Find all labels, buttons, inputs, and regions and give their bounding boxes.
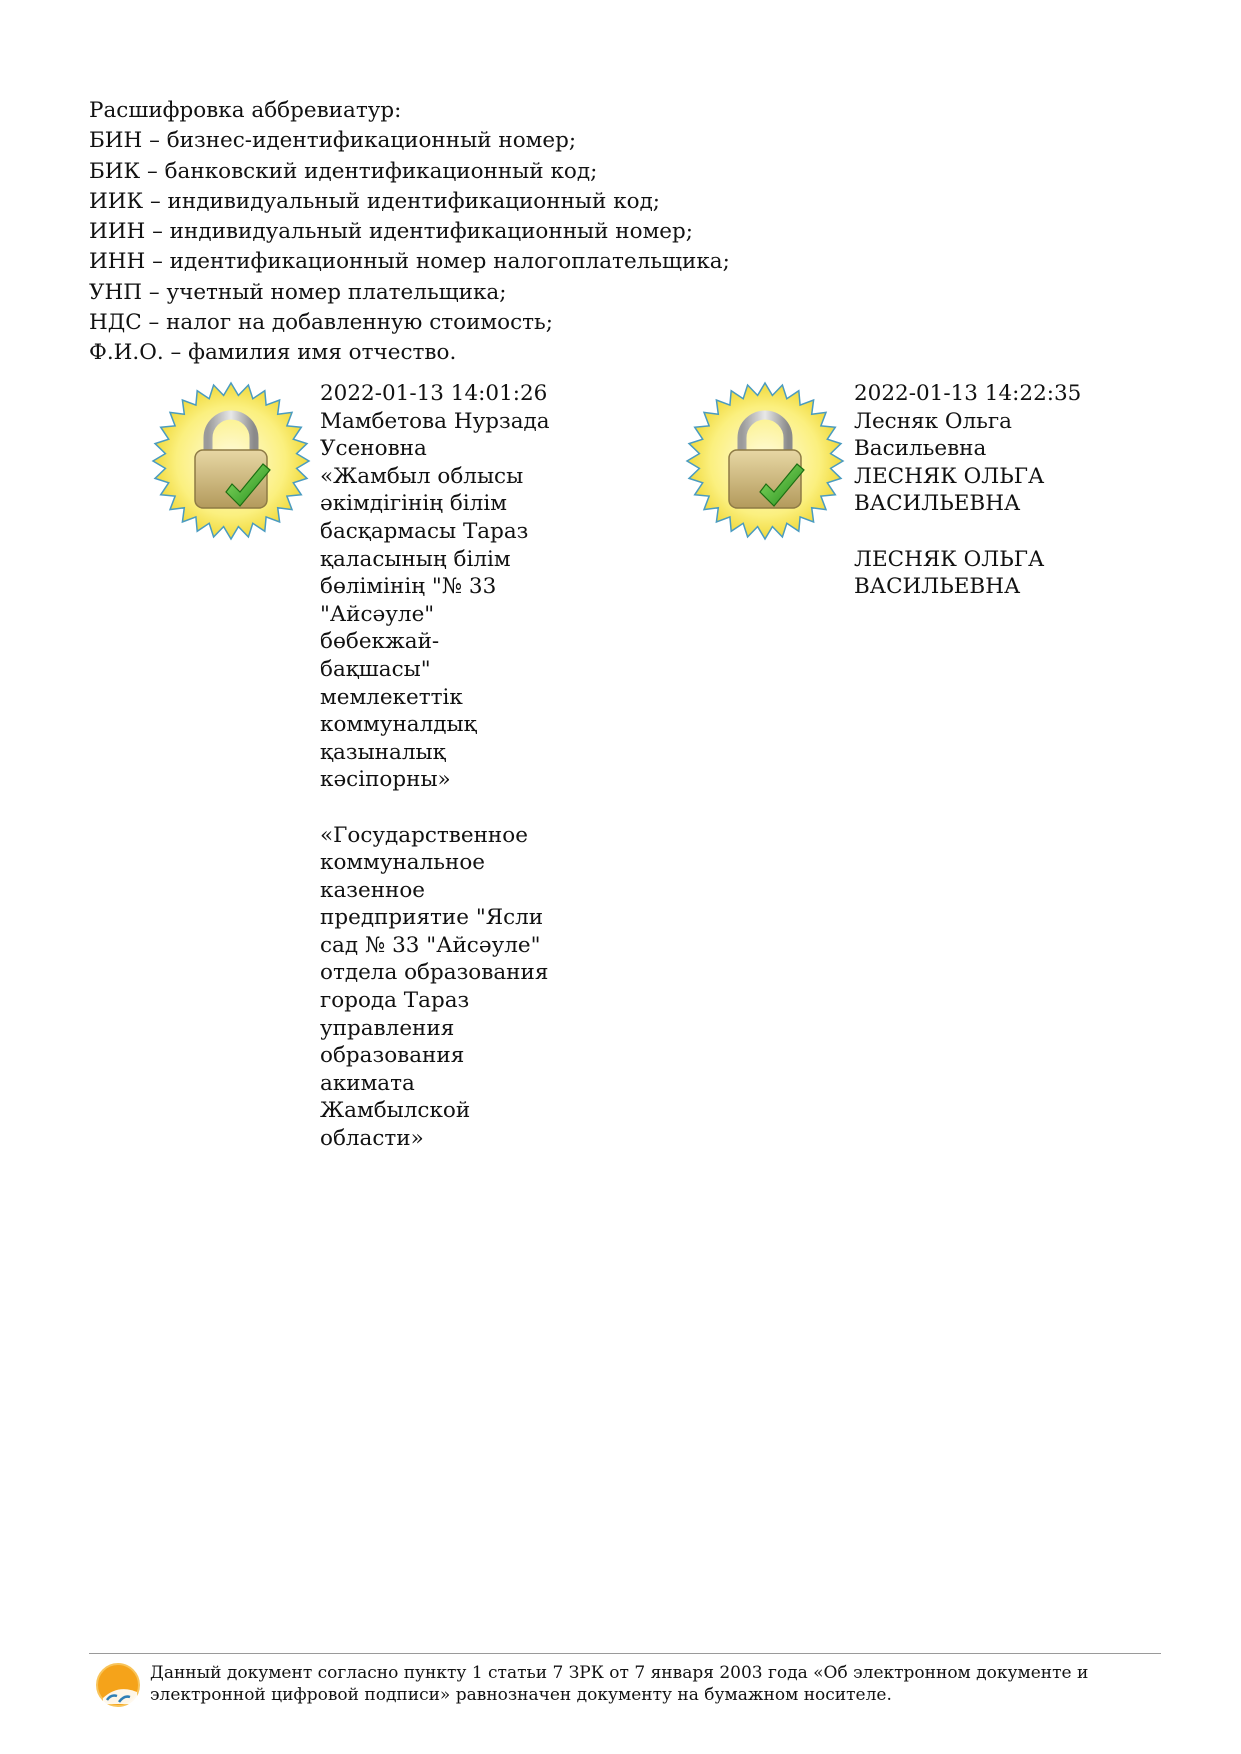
signer-name: Мамбетова Нурзада Усеновна: [320, 408, 550, 462]
abbreviation-item: Ф.И.О. – фамилия имя отчество.: [89, 340, 457, 366]
spacer: [320, 794, 560, 822]
signature-datetime: 2022-01-13 14:22:35: [854, 381, 1082, 406]
abbreviation-item: ИНН – идентификационный номер налогоплательщика;: [89, 249, 730, 275]
signature-details: [320, 380, 560, 1153]
signature-datetime: 2022-01-13 14:01:26: [320, 381, 548, 406]
abbreviation-item: БИК – банковский идентификационный код;: [89, 158, 598, 184]
spacer: [854, 518, 1094, 546]
abbreviations-heading: Расшифровка аббревиатур:: [89, 98, 402, 123]
footer-text-line: Данный документ согласно пункту 1 статьи 7 ЗРК от 7 января 2003 года «Об электронном документе и: [150, 1663, 1089, 1683]
abbreviation-item: НДС – налог на добавленную стоимость;: [89, 310, 553, 336]
signer-name: Лесняк Ольга Васильевна: [854, 408, 1012, 462]
footer-divider: [89, 1653, 1161, 1654]
signature-seal-lock-check-icon: [684, 380, 846, 542]
organization-name-ru: «Государственное коммунальное казенное предприятие "Ясли сад № 33 "Айсәуле" отдела образования города Тараз управления образования акимата Жамбылской области»: [320, 822, 549, 1152]
signature-details: [854, 380, 1094, 601]
organization-name-ru: ЛЕСНЯК ОЛЬГА ВАСИЛЬЕВНА: [854, 546, 1045, 600]
signature-block: [150, 380, 560, 1153]
abbreviations-block: [89, 96, 730, 369]
abbreviation-item: ИИН – индивидуальный идентификационный номер;: [89, 219, 694, 245]
abbreviation-item: УНП – учетный номер плательщика;: [89, 279, 507, 305]
egov-logo-icon: [93, 1660, 143, 1710]
signature-seal-lock-check-icon: [150, 380, 312, 542]
footer-text-line: электронной цифровой подписи» равнозначен документу на бумажном носителе.: [150, 1685, 892, 1705]
abbreviation-item: ИИК – индивидуальный идентификационный код;: [89, 188, 661, 214]
footer-legal-text: [150, 1662, 1160, 1706]
organization-name-kz: «Жамбыл облысы әкімдігінің білім басқармасы Тараз қаласының білім бөлімінің "№ 33 "Айсәуле" бөбекжай- бақшасы" мемлекеттік коммуналдық қазыналық кәсіпорны»: [320, 463, 529, 793]
abbreviation-item: БИН – бизнес-идентификационный номер;: [89, 128, 577, 154]
signature-block: [684, 380, 1094, 601]
organization-name-kz: ЛЕСНЯК ОЛЬГА ВАСИЛЬЕВНА: [854, 463, 1045, 517]
